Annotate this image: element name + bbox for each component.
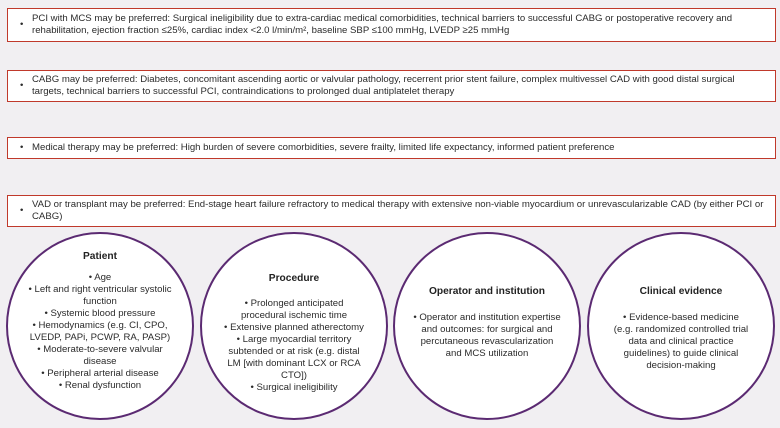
clinical-evidence-circle <box>587 232 775 420</box>
list-item: • Surgical ineligibility <box>250 382 338 393</box>
bullet: • <box>20 204 24 216</box>
clinical-evidence-list <box>613 312 749 372</box>
procedure-circle <box>200 232 388 420</box>
pci-mcs-bar <box>7 8 776 42</box>
list-item: • Moderate-to-severe valvular disease <box>37 344 163 367</box>
list-item: • Evidence-based medicine (e.g. randomized controlled trial data and clinical practice guidelines) to guide clinical decision-making <box>613 312 749 371</box>
pci-mcs-text: PCI with MCS may be preferred: Surgical ineligibility due to extra-cardiac medical comorbidities, technical barriers to successful CABG or postoperative recovery and rehabilitation, ejection fraction ≤25%, cardiac index <2.0 l/min/m², baseline SBP ≤100 mmHg, LVEDP ≥25 mmHg <box>32 12 733 36</box>
cabg-text: CABG may be preferred: Diabetes, concomitant ascending aortic or valvular pathology, recerrent prior stent failure, complex multivessel CAD with good distal surgical targets, technical barriers to successful PCI, contraindications to prolonged dual antiplatelet therapy <box>32 73 735 97</box>
patient-title: Patient <box>83 251 117 262</box>
bullet: • <box>20 141 24 153</box>
vad-transplant-text: VAD or transplant may be preferred: End-stage heart failure refractory to medical therapy with extensive non-viable myocardium or unrevascularizable CAD (by either PCI or CABG) <box>32 198 764 222</box>
list-item: • Prolonged anticipated procedural ischemic time <box>240 298 348 321</box>
procedure-list <box>224 298 364 394</box>
list-item: • Systemic blood pressure <box>44 308 156 319</box>
operator-institution-circle <box>393 232 581 420</box>
cabg-bar <box>7 70 776 102</box>
operator-institution-list <box>413 312 561 360</box>
operator-institution-title: Operator and institution <box>428 286 546 297</box>
medical-therapy-text: Medical therapy may be preferred: High burden of severe comorbidities, severe frailty, limited life expectancy, informed patient preference <box>32 141 615 153</box>
bullet: • <box>20 18 24 30</box>
vad-transplant-bar <box>7 195 776 227</box>
list-item: • Peripheral arterial disease <box>41 368 159 379</box>
list-item: • Large myocardial territory subtended or at risk (e.g. distal LM [with dominant LCX or RCA CTO]) <box>227 334 361 381</box>
medical-therapy-bar <box>7 137 776 159</box>
patient-circle <box>6 232 194 420</box>
list-item: • Hemodynamics (e.g. CI, CPO, LVEDP, PAPi, PCWP, RA, PASP) <box>29 320 171 343</box>
bullet: • <box>20 79 24 91</box>
list-item: • Renal dysfunction <box>58 380 142 391</box>
list-item: • Extensive planned atherectomy <box>224 322 364 333</box>
list-item: • Operator and institution expertise and outcomes: for surgical and percutaneous revascularization and MCS utilization <box>413 312 561 359</box>
clinical-evidence-title: Clinical evidence <box>639 286 723 297</box>
list-item: • Left and right ventricular systolic function <box>28 284 172 307</box>
list-item: • Age <box>88 272 112 283</box>
patient-list <box>28 272 172 392</box>
procedure-title: Procedure <box>268 273 320 284</box>
